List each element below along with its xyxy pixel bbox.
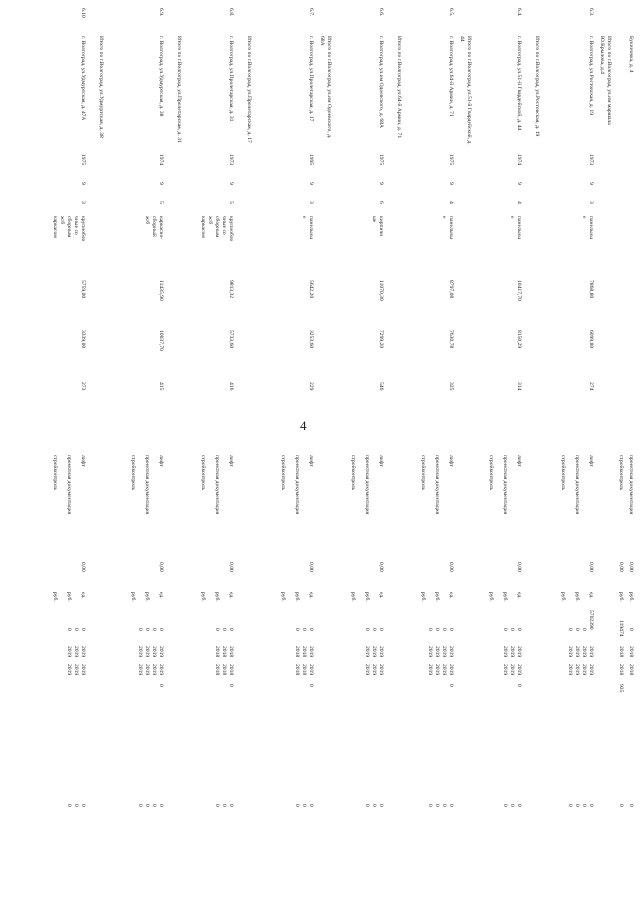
row-64-entrances: 4 bbox=[516, 201, 522, 204]
row-610-unit: руб. bbox=[66, 592, 72, 602]
row-68-cost: 0 bbox=[228, 628, 234, 631]
row-64-number: 6.4. bbox=[516, 8, 522, 17]
row-68-amount: 0 bbox=[228, 684, 234, 687]
row-68-year-start: 2018 bbox=[214, 646, 220, 658]
row-69-year-start: 2019 bbox=[158, 646, 164, 658]
row-66-year-end: 2019 bbox=[364, 664, 370, 676]
row-63-material: панельны е bbox=[581, 216, 594, 240]
row-67-material: панельны е bbox=[301, 216, 314, 240]
row-63-year-start: 2019 bbox=[581, 646, 587, 658]
row-69-year-end: 2019 bbox=[144, 664, 150, 676]
row-610-final: 0 bbox=[73, 804, 79, 807]
row-66-unit: руб. bbox=[350, 592, 356, 602]
row-65-work: проектная документация bbox=[434, 455, 440, 515]
row-610-cost: 0 bbox=[73, 628, 79, 631]
row-65-year-start: 2019 bbox=[448, 646, 454, 658]
row-67-final: 0 bbox=[301, 804, 307, 807]
row-63-cost: 0 bbox=[567, 628, 573, 631]
row-66-floors: 9 bbox=[378, 182, 384, 185]
row-69-year: 1974 bbox=[158, 154, 164, 166]
row-65-final: 0 bbox=[427, 804, 433, 807]
row-68-work: лифт bbox=[228, 455, 234, 467]
row-64-year-start: 2019 bbox=[509, 646, 515, 658]
row-67-floors: 9 bbox=[308, 182, 314, 185]
row-67-amount: 0 bbox=[308, 684, 314, 687]
row-64-unit: руб. bbox=[502, 592, 508, 602]
row-66-address: г. Волгоград, ул.им Одоевского, д. 68А bbox=[378, 36, 384, 129]
unit: руб. bbox=[618, 592, 624, 602]
row-63-residents: 274 bbox=[588, 382, 594, 391]
row-63-year-end: 2019 bbox=[574, 664, 580, 676]
row-65-year-start: 2019 bbox=[427, 646, 433, 658]
row-610-address: г. Волгоград, ул.Удмуртская, д. 47А bbox=[80, 36, 86, 121]
row-63-year-end: 2019 bbox=[567, 664, 573, 676]
row-64-unit: ед. bbox=[516, 592, 522, 599]
row-610-final: 0 bbox=[80, 804, 86, 807]
row-69-floors: 9 bbox=[158, 182, 164, 185]
row-65-unit: ед. bbox=[448, 592, 454, 599]
row-67-total-label: Итого по г.Волгоград, ул.им Одоевского, д. 68А bbox=[319, 36, 332, 139]
row-67-year: 1995 bbox=[308, 154, 314, 166]
row-64-cost: 0 bbox=[502, 628, 508, 631]
row-65-cost: 0 bbox=[448, 628, 454, 631]
row-69-entrances: 5 bbox=[158, 201, 164, 204]
year-end: 2018 bbox=[618, 664, 624, 676]
header-text: Букиновка, д. 4 bbox=[628, 36, 634, 73]
row-64-address: г. Волгоград, ул.51-й Гвардейской, д. 44 bbox=[516, 36, 522, 131]
row-63-year-start: 2019 bbox=[588, 646, 594, 658]
row-69-address: г. Волгоград, ул.Удмуртская, д. 38 bbox=[158, 36, 164, 117]
row-610-floors: 9 bbox=[80, 182, 86, 185]
zero-value: 0,00 bbox=[618, 562, 624, 572]
row-67-year-start: 2018 bbox=[294, 646, 300, 658]
row-66-final: 0 bbox=[378, 804, 384, 807]
work-type: проектная документация bbox=[628, 455, 634, 515]
row-67-work: проектная документация bbox=[294, 455, 300, 515]
row-68-cost: 0 bbox=[214, 628, 220, 631]
row-65-unit: руб. bbox=[420, 592, 426, 602]
row-610-unit: ед. bbox=[80, 592, 86, 599]
zero-value: 0,00 bbox=[628, 562, 634, 572]
row-63-address: г. Волгоград, ул.Ростовская, д. 19 bbox=[588, 36, 594, 115]
row-65-residents: 335 bbox=[448, 382, 454, 391]
row-610-year-end: 2019 bbox=[73, 664, 79, 676]
row-66-year-end: 2019 bbox=[371, 664, 377, 676]
row-68-number: 6.8. bbox=[228, 8, 234, 17]
row-66-year-start: 2019 bbox=[371, 646, 377, 658]
row-67-unit: ед. bbox=[308, 592, 314, 599]
row-610-year-start: 2019 bbox=[73, 646, 79, 658]
row-67-area-living: 3253,60 bbox=[308, 330, 314, 349]
row-66-cost: 0 bbox=[378, 628, 384, 631]
row-65-year-end: 2019 bbox=[448, 664, 454, 676]
row-68-final: 0 bbox=[228, 804, 234, 807]
row-67-address: г. Волгоград, ул.Пролетарская, д. 17 bbox=[308, 36, 314, 122]
row-65-unit: руб. bbox=[434, 592, 440, 602]
row-610-total-label: Итого по г.Волгоград, ул.Удмуртская, д. 38 bbox=[98, 36, 104, 138]
year-end: 2018 bbox=[628, 664, 634, 676]
row-64-year-end: 2019 bbox=[509, 664, 515, 676]
row-66-final: 0 bbox=[364, 804, 370, 807]
row-63-total-label: Итого по г.Волгоград, ул.им маршала Ю.Крылова, д.4 bbox=[599, 36, 612, 125]
row-610-year-end: 2019 bbox=[66, 664, 72, 676]
row-66-unit: ед. bbox=[378, 592, 384, 599]
row-67-year-start: 2018 bbox=[301, 646, 307, 658]
cost-value: 119474 bbox=[618, 620, 624, 637]
row-69-unit: руб. bbox=[130, 592, 136, 602]
row-65-work: лифт bbox=[448, 455, 454, 467]
row-64-work: лифт bbox=[516, 455, 522, 467]
row-63-work: лифт bbox=[588, 455, 594, 467]
row-66-work: стройконтроль bbox=[350, 455, 356, 491]
row-68-area-total: 9813,32 bbox=[228, 280, 234, 299]
row-69-year-start: 2019 bbox=[144, 646, 150, 658]
row-68-year-end: 2018 bbox=[214, 664, 220, 676]
row-64-zero: 0,00 bbox=[516, 562, 522, 572]
row-69-year-start: 2019 bbox=[151, 646, 157, 658]
row-63-cost: 5702390 bbox=[588, 610, 594, 630]
row-65-year-start: 2019 bbox=[441, 646, 447, 658]
row-64-final: 0 bbox=[509, 804, 515, 807]
row-65-year-start: 2019 bbox=[434, 646, 440, 658]
row-69-year-end: 2019 bbox=[151, 664, 157, 676]
row-68-year-start: 2018 bbox=[221, 646, 227, 658]
row-65-address: г. Волгоград, ул.64-й Армии, д. 71 bbox=[448, 36, 454, 117]
row-610-work: проектная документация bbox=[66, 455, 72, 515]
row-69-year-start: 2019 bbox=[137, 646, 143, 658]
row-63-unit: ед. bbox=[588, 592, 594, 599]
row-610-cost: 0 bbox=[66, 628, 72, 631]
row-63-year-end: 2019 bbox=[581, 664, 587, 676]
row-67-final: 0 bbox=[294, 804, 300, 807]
row-67-work: лифт bbox=[308, 455, 314, 467]
row-67-area-total: 5642,20 bbox=[308, 280, 314, 299]
row-63-final: 0 bbox=[581, 804, 587, 807]
row-65-area-total: 8797,08 bbox=[448, 280, 454, 299]
row-63-floors: 9 bbox=[588, 182, 594, 185]
row-65-year-end: 2019 bbox=[434, 664, 440, 676]
row-64-year-end: 2019 bbox=[502, 664, 508, 676]
row-68-entrances: 5 bbox=[228, 201, 234, 204]
row-68-year-end: 2018 bbox=[228, 664, 234, 676]
row-64-final: 0 bbox=[502, 804, 508, 807]
row-68-material: крупнобло чные со сборным ж/б каркасом bbox=[200, 216, 234, 242]
row-64-year-start: 2019 bbox=[502, 646, 508, 658]
amount-value: 935 bbox=[618, 684, 624, 693]
row-610-zero: 0,00 bbox=[80, 562, 86, 572]
row-69-amount: 0 bbox=[158, 684, 164, 687]
row-64-year-end: 2019 bbox=[516, 664, 522, 676]
row-63-year: 1973 bbox=[588, 154, 594, 166]
row-67-cost: 0 bbox=[308, 628, 314, 631]
row-64-material: панельны е bbox=[509, 216, 522, 240]
row-66-material: кирпичн ые bbox=[371, 216, 384, 237]
row-65-final: 0 bbox=[441, 804, 447, 807]
row-63-number: 6.3. bbox=[588, 8, 594, 17]
row-66-year-start: 2019 bbox=[378, 646, 384, 658]
row-65-cost: 0 bbox=[434, 628, 440, 631]
row-64-floors: 9 bbox=[516, 182, 522, 185]
row-65-cost: 0 bbox=[427, 628, 433, 631]
row-63-unit: руб. bbox=[560, 592, 566, 602]
row-65-amount: 0 bbox=[448, 684, 454, 687]
row-610-work: стройконтроль bbox=[52, 455, 58, 491]
row-66-work: лифт bbox=[378, 455, 384, 467]
row-64-area-living: 8150,29 bbox=[516, 330, 522, 349]
row-63-work: проектная документация bbox=[574, 455, 580, 515]
row-66-area-total: 11070,30 bbox=[378, 280, 384, 301]
row-63-year-start: 2019 bbox=[574, 646, 580, 658]
row-63-zero: 0,00 bbox=[588, 562, 594, 572]
row-610-cost: 0 bbox=[80, 628, 86, 631]
row-69-material: каркасно- сборный ж/б bbox=[144, 216, 164, 240]
row-66-number: 6.6. bbox=[378, 8, 384, 17]
row-65-zero: 0,00 bbox=[448, 562, 454, 572]
row-65-material: панельны е bbox=[441, 216, 454, 240]
row-63-work: стройконтроль bbox=[560, 455, 566, 491]
row-68-final: 0 bbox=[214, 804, 220, 807]
row-66-area-living: 7299,20 bbox=[378, 330, 384, 349]
row-69-unit: руб. bbox=[144, 592, 150, 602]
row-65-entrances: 4 bbox=[448, 201, 454, 204]
row-65-number: 6.5. bbox=[448, 8, 454, 17]
unit: руб. bbox=[628, 592, 634, 602]
row-69-work: лифт bbox=[158, 455, 164, 467]
row-67-number: 6.7. bbox=[308, 8, 314, 17]
row-69-final: 0 bbox=[144, 804, 150, 807]
row-63-cost: 0 bbox=[581, 628, 587, 631]
row-67-final: 0 bbox=[308, 804, 314, 807]
row-68-year-start: 2018 bbox=[228, 646, 234, 658]
row-68-address: г. Волгоград, ул.Пролетарская, д. 31 bbox=[228, 36, 234, 122]
row-69-final: 0 bbox=[158, 804, 164, 807]
row-68-unit: ед. bbox=[228, 592, 234, 599]
row-66-cost: 0 bbox=[371, 628, 377, 631]
row-67-cost: 0 bbox=[301, 628, 307, 631]
row-69-work: стройконтроль bbox=[130, 455, 136, 491]
row-66-unit: руб. bbox=[364, 592, 370, 602]
row-65-year: 1975 bbox=[448, 154, 454, 166]
final-value: 0 bbox=[618, 804, 624, 807]
row-68-total-label: Итого по г.Волгоград, ул.Пролетарская, д. 17 bbox=[246, 36, 252, 143]
row-66-year: 1975 bbox=[378, 154, 384, 166]
row-610-unit: руб. bbox=[52, 592, 58, 602]
row-63-cost: 0 bbox=[574, 628, 580, 631]
row-64-work: стройконтроль bbox=[488, 455, 494, 491]
row-69-year-end: 2019 bbox=[158, 664, 164, 676]
row-67-cost: 0 bbox=[294, 628, 300, 631]
row-610-number: 6.10 bbox=[80, 8, 86, 18]
row-67-unit: руб. bbox=[280, 592, 286, 602]
row-68-year: 1973 bbox=[228, 154, 234, 166]
row-65-area-living: 7630,78 bbox=[448, 330, 454, 349]
row-69-final: 0 bbox=[137, 804, 143, 807]
row-67-year-end: 2019 bbox=[308, 664, 314, 676]
row-69-cost: 0 bbox=[144, 628, 150, 631]
row-69-unit: ед. bbox=[158, 592, 164, 599]
row-64-unit: руб. bbox=[488, 592, 494, 602]
row-65-floors: 9 bbox=[448, 182, 454, 185]
work-type: стройконтроль bbox=[618, 455, 624, 491]
row-610-entrances: 3 bbox=[80, 201, 86, 204]
row-69-final: 0 bbox=[151, 804, 157, 807]
row-69-number: 6.9. bbox=[158, 8, 164, 17]
row-68-residents: 416 bbox=[228, 382, 234, 391]
row-66-year-end: 2019 bbox=[378, 664, 384, 676]
row-69-zero: 0,00 bbox=[158, 562, 164, 572]
row-64-year-start: 2019 bbox=[516, 646, 522, 658]
final-value: 0 bbox=[628, 804, 634, 807]
row-69-cost: 0 bbox=[158, 628, 164, 631]
row-69-total-label: Итого по г.Волгоград, ул.Пролетарская, д. 31 bbox=[176, 36, 182, 143]
row-65-final: 0 bbox=[434, 804, 440, 807]
row-610-year: 1975 bbox=[80, 154, 86, 166]
year-start: 2018 bbox=[628, 646, 634, 658]
row-69-work: проектная документация bbox=[144, 455, 150, 515]
row-64-amount: 0 bbox=[516, 684, 522, 687]
row-67-unit: руб. bbox=[294, 592, 300, 602]
row-66-total-label: Итого по г.Волгоград, ул.64-й Армии, д. 71 bbox=[396, 36, 402, 139]
row-63-year-end: 2019 bbox=[588, 664, 594, 676]
row-63-area-living: 6099,80 bbox=[588, 330, 594, 349]
row-66-residents: 546 bbox=[378, 382, 384, 391]
row-68-cost: 0 bbox=[221, 628, 227, 631]
row-66-work: проектная документация bbox=[364, 455, 370, 515]
row-65-cost: 0 bbox=[441, 628, 447, 631]
row-610-year-start: 2019 bbox=[80, 646, 86, 658]
row-69-area-total: 11435,90 bbox=[158, 280, 164, 301]
row-610-work: лифт bbox=[80, 455, 86, 467]
row-67-year-start: 2019 bbox=[308, 646, 314, 658]
row-69-year-end: 2019 bbox=[137, 664, 143, 676]
row-610-area-living: 3339,00 bbox=[80, 330, 86, 349]
row-64-work: проектная документация bbox=[502, 455, 508, 515]
row-68-unit: руб. bbox=[200, 592, 206, 602]
row-65-final: 0 bbox=[448, 804, 454, 807]
row-67-entrances: 3 bbox=[308, 201, 314, 204]
row-64-total-label: Итого по г.Волгоград, ул.Ростовская, д. 19 bbox=[534, 36, 540, 137]
cost-value: 0 bbox=[628, 628, 634, 631]
row-64-year: 1974 bbox=[516, 154, 522, 166]
row-68-unit: руб. bbox=[214, 592, 220, 602]
row-67-work: стройконтроль bbox=[280, 455, 286, 491]
row-69-cost: 0 bbox=[151, 628, 157, 631]
row-67-zero: 0,00 bbox=[308, 562, 314, 572]
row-67-year-end: 2018 bbox=[301, 664, 307, 676]
row-68-work: стройконтроль bbox=[200, 455, 206, 491]
row-63-final: 0 bbox=[588, 804, 594, 807]
row-68-zero: 0,00 bbox=[228, 562, 234, 572]
year-start: 2018 bbox=[618, 646, 624, 658]
row-68-final: 0 bbox=[221, 804, 227, 807]
row-63-year-start: 2019 bbox=[567, 646, 573, 658]
row-68-work: проектная документация bbox=[214, 455, 220, 515]
row-64-cost: 0 bbox=[516, 628, 522, 631]
row-610-final: 0 bbox=[66, 804, 72, 807]
row-68-year-end: 2018 bbox=[221, 664, 227, 676]
row-64-cost: 0 bbox=[509, 628, 515, 631]
row-610-area-total: 5759,00 bbox=[80, 280, 86, 299]
row-65-work: стройконтроль bbox=[420, 455, 426, 491]
row-610-residents: 273 bbox=[80, 382, 86, 391]
row-65-total-label: Итого по г.Волгоград, ул.51-й Гвардейской, д. 44 bbox=[459, 36, 472, 145]
row-69-area-living: 10037,70 bbox=[158, 330, 164, 351]
row-68-area-living: 5733,60 bbox=[228, 330, 234, 349]
row-63-entrances: 3 bbox=[588, 201, 594, 204]
row-63-unit: руб. bbox=[574, 592, 580, 602]
row-65-year-end: 2019 bbox=[441, 664, 447, 676]
row-69-residents: 415 bbox=[158, 382, 164, 391]
row-63-area-total: 7868,80 bbox=[588, 280, 594, 299]
row-66-zero: 0,00 bbox=[378, 562, 384, 572]
row-610-year-end: 2019 bbox=[80, 664, 86, 676]
row-64-final: 0 bbox=[516, 804, 522, 807]
row-610-material: крупнобло чные со сборным ж/б каркасом bbox=[52, 216, 86, 242]
row-66-cost: 0 bbox=[364, 628, 370, 631]
row-63-final: 0 bbox=[574, 804, 580, 807]
row-66-year-start: 2019 bbox=[364, 646, 370, 658]
row-69-cost: 0 bbox=[137, 628, 143, 631]
row-610-year-start: 2019 bbox=[66, 646, 72, 658]
row-66-final: 0 bbox=[371, 804, 377, 807]
page-number: 4 bbox=[300, 418, 307, 433]
row-64-area-total: 10417,70 bbox=[516, 280, 522, 301]
row-68-floors: 9 bbox=[228, 182, 234, 185]
row-66-entrances: 6 bbox=[378, 201, 384, 204]
row-65-year-end: 2019 bbox=[427, 664, 433, 676]
row-67-year-end: 2018 bbox=[294, 664, 300, 676]
row-64-residents: 314 bbox=[516, 382, 522, 391]
row-63-final: 0 bbox=[567, 804, 573, 807]
row-67-residents: 229 bbox=[308, 382, 314, 391]
